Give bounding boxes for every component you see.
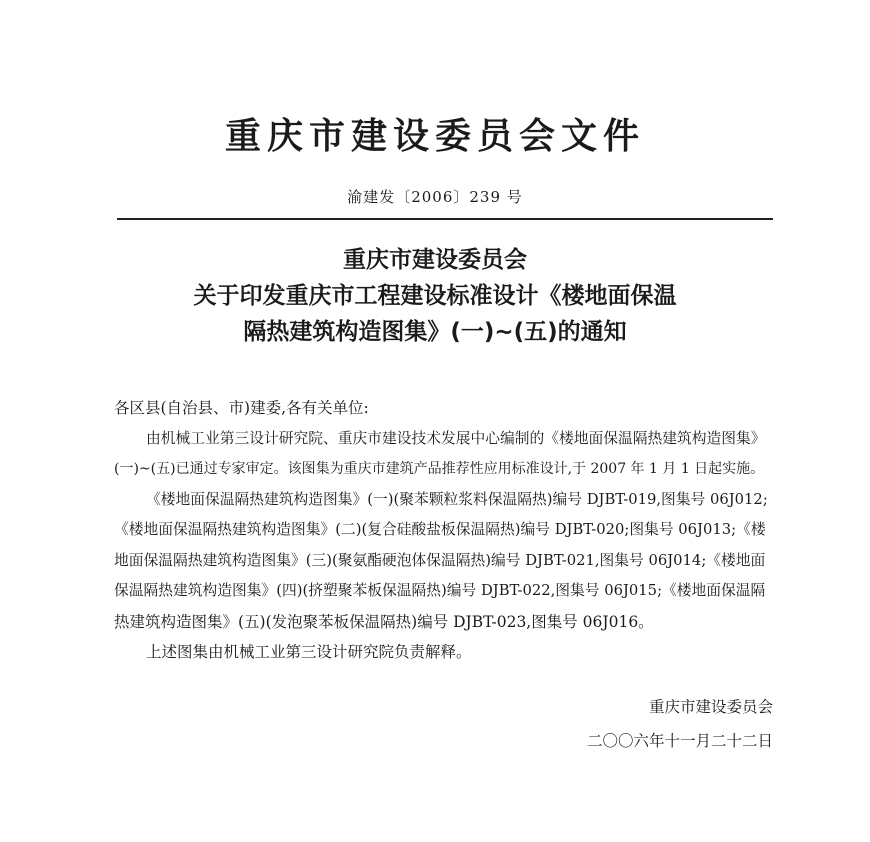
notice-body: [114, 393, 774, 668]
paragraph-2-line-3: 地面保温隔热建筑构造图集》(三)(聚氨酯硬泡体保温隔热)编号 DJBT-021,图集号 06J014;《楼地面: [114, 551, 766, 569]
signature-block: [587, 690, 773, 758]
paragraph-1-line-2: (一)~(五)已通过专家审定。该图集为重庆市建筑产品推荐性应用标准设计,于 2007 年 1 月 1 日起实施。: [114, 461, 765, 477]
document-number: 渝建发〔2006〕239 号: [347, 188, 523, 206]
header-divider: [117, 218, 773, 220]
notice-title-line-3: 隔热建筑构造图集》(一)~(五)的通知: [243, 319, 627, 345]
paragraph-2-line-4: 保温隔热建筑构造图集》(四)(挤塑聚苯板保温隔热)编号 DJBT-022,图集号 06J015;《楼地面保温隔: [114, 582, 766, 599]
document-header-title: 重庆市建设委员会文件: [224, 116, 645, 157]
notice-title-line-1: 重庆市建设委员会: [343, 247, 527, 273]
paragraph-2-line-1: 《楼地面保温隔热建筑构造图集》(一)(聚苯颗粒浆料保温隔热)编号 DJBT-019,图集号 06J012;: [146, 490, 768, 508]
notice-title-line-2: 关于印发重庆市工程建设标准设计《楼地面保温: [193, 283, 677, 309]
paragraph-1-line-1: 由机械工业第三设计研究院、重庆市建设技术发展中心编制的《楼地面保温隔热建筑构造图集》: [146, 429, 766, 447]
notice-title: [0, 242, 870, 350]
paragraph-2-line-2: 《楼地面保温隔热建筑构造图集》(二)(复合硅酸盐板保温隔热)编号 DJBT-020;图集号 06J013;《楼: [114, 521, 766, 538]
salutation: 各区县(自治县、市)建委,各有关单位:: [114, 399, 369, 417]
paragraph-3: 上述图集由机械工业第三设计研究院负责解释。: [146, 643, 472, 661]
paragraph-2-line-5: 热建筑构造图集》(五)(发泡聚苯板保温隔热)编号 DJBT-023,图集号 06J016。: [114, 612, 654, 631]
signature-organization: 重庆市建设委员会: [648, 698, 773, 716]
signature-date: 二〇〇六年十一月二十二日: [586, 732, 773, 750]
